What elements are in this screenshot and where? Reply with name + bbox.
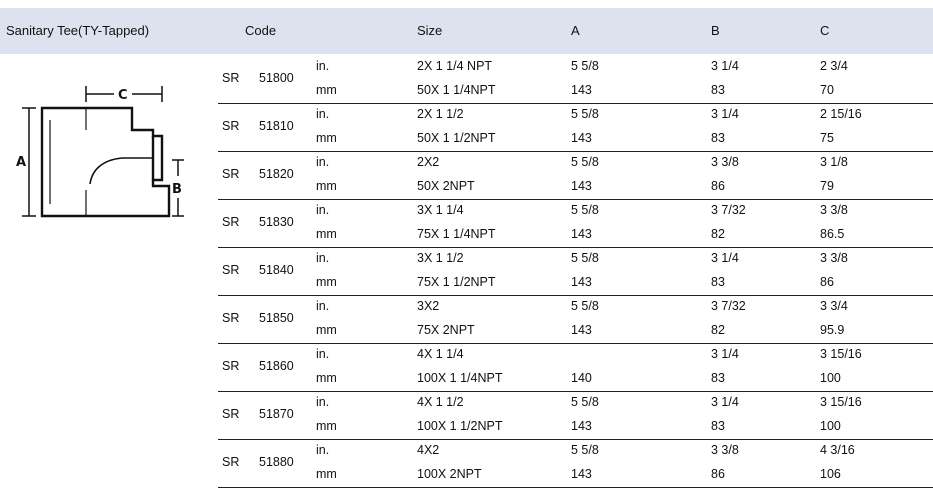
unit-label: mm [316,227,337,241]
dimension-c-cell: 3 3/4 [820,299,848,313]
code-number: 51860 [259,359,294,373]
dimension-c-cell: 2 3/4 [820,59,848,73]
dimension-a-cell: 5 5/8 [571,203,599,217]
dimension-a-cell: 143 [571,227,592,241]
dimension-a-cell: 143 [571,275,592,289]
dimension-a-cell: 5 5/8 [571,155,599,169]
size-column-header: Size [417,23,443,38]
dimension-a-cell: 143 [571,83,592,97]
code-number: 51800 [259,71,294,85]
size-cell: 75X 1 1/2NPT [417,275,496,289]
code-number: 51830 [259,215,294,229]
size-cell: 3X 1 1/4 [417,203,464,217]
row-divider [218,103,933,104]
code-number: 51870 [259,407,294,421]
dimension-c-cell: 106 [820,467,841,481]
dimension-b-cell: 82 [711,323,725,337]
c-column-header: C [820,23,830,38]
row-divider [218,199,933,200]
dimension-b-cell: 83 [711,131,725,145]
size-cell: 75X 2NPT [417,323,475,337]
row-divider [218,295,933,296]
dimension-b-cell: 82 [711,227,725,241]
size-cell: 2X2 [417,155,440,169]
dimension-b-cell: 3 3/8 [711,443,739,457]
dimension-c-cell: 3 3/8 [820,203,848,217]
size-cell: 100X 2NPT [417,467,482,481]
dimension-a-cell: 143 [571,179,592,193]
unit-label: mm [316,371,337,385]
sanitary-tee-diagram [12,80,192,226]
unit-label: in. [316,395,330,409]
dimension-b-cell: 3 3/8 [711,155,739,169]
dimension-c-cell: 100 [820,419,841,433]
row-divider [218,487,933,488]
code-prefix: SR [222,71,240,85]
dimension-c-label: C [118,88,128,103]
unit-label: mm [316,131,337,145]
dimension-c-cell: 2 15/16 [820,107,862,121]
code-prefix: SR [222,167,240,181]
size-cell: 4X 1 1/2 [417,395,464,409]
dimension-c-cell: 75 [820,131,834,145]
unit-label: mm [316,467,337,481]
dimension-b-cell: 83 [711,419,725,433]
size-cell: 50X 1 1/4NPT [417,83,496,97]
code-number: 51810 [259,119,294,133]
dimension-a-cell: 5 5/8 [571,299,599,313]
dimension-b-cell: 86 [711,467,725,481]
dimension-b-cell: 83 [711,83,725,97]
code-number: 51820 [259,167,294,181]
b-column-header: B [711,23,720,38]
dimension-a-cell: 140 [571,371,592,385]
code-number: 51880 [259,455,294,469]
dimension-c-cell: 79 [820,179,834,193]
dimension-b-cell: 3 7/32 [711,299,746,313]
size-cell: 3X2 [417,299,440,313]
unit-label: in. [316,347,330,361]
unit-label: mm [316,179,337,193]
unit-label: mm [316,275,337,289]
unit-label: mm [316,83,337,97]
dimension-a-cell: 143 [571,467,592,481]
dimension-c-cell: 86.5 [820,227,845,241]
code-prefix: SR [222,359,240,373]
dimension-a-cell: 5 5/8 [571,443,599,457]
dimension-c-cell: 3 15/16 [820,347,862,361]
unit-label: in. [316,203,330,217]
dimension-a-cell: 5 5/8 [571,251,599,265]
code-prefix: SR [222,263,240,277]
dimension-a-cell: 143 [571,419,592,433]
code-prefix: SR [222,407,240,421]
dimension-a-cell: 5 5/8 [571,59,599,73]
dimension-c-cell: 86 [820,275,834,289]
size-cell: 3X 1 1/2 [417,251,464,265]
dimension-b-cell: 3 1/4 [711,395,739,409]
size-cell: 4X2 [417,443,440,457]
code-prefix: SR [222,119,240,133]
code-prefix: SR [222,455,240,469]
dimension-a-cell: 143 [571,323,592,337]
dimension-a-label: A [16,155,27,170]
size-cell: 4X 1 1/4 [417,347,464,361]
code-number: 51840 [259,263,294,277]
dimension-b-cell: 83 [711,275,725,289]
unit-label: in. [316,107,330,121]
unit-label: mm [316,323,337,337]
dimension-a-cell: 5 5/8 [571,107,599,121]
dimension-c-cell: 100 [820,371,841,385]
a-column-header: A [571,23,580,38]
size-cell: 2X 1 1/4 NPT [417,59,493,73]
dimension-c-cell: 95.9 [820,323,845,337]
size-cell: 100X 1 1/4NPT [417,371,503,385]
dimension-c-cell: 3 3/8 [820,251,848,265]
unit-label: in. [316,155,330,169]
dimension-b-label: B [172,182,182,197]
code-prefix: SR [222,215,240,229]
row-divider [218,343,933,344]
code-prefix: SR [222,311,240,325]
code-column-header: Code [245,23,277,38]
size-cell: 50X 2NPT [417,179,475,193]
size-cell: 75X 1 1/4NPT [417,227,496,241]
dimension-b-cell: 3 1/4 [711,59,739,73]
product-name-header: Sanitary Tee(TY-Tapped) [6,23,150,38]
size-cell: 100X 1 1/2NPT [417,419,503,433]
unit-label: in. [316,299,330,313]
dimension-c-cell: 3 1/8 [820,155,848,169]
dimension-c-cell: 3 15/16 [820,395,862,409]
size-cell: 50X 1 1/2NPT [417,131,496,145]
dimension-b-cell: 3 1/4 [711,251,739,265]
row-divider [218,391,933,392]
unit-label: mm [316,419,337,433]
unit-label: in. [316,251,330,265]
dimension-c-cell: 70 [820,83,834,97]
dimension-b-cell: 83 [711,371,725,385]
dimension-a-cell: 5 5/8 [571,395,599,409]
row-divider [218,151,933,152]
dimension-b-cell: 3 1/4 [711,347,739,361]
unit-label: in. [316,443,330,457]
dimension-a-cell: 143 [571,131,592,145]
unit-label: in. [316,59,330,73]
dimension-b-cell: 86 [711,179,725,193]
dimension-b-cell: 3 1/4 [711,107,739,121]
code-number: 51850 [259,311,294,325]
dimension-c-cell: 4 3/16 [820,443,855,457]
size-cell: 2X 1 1/2 [417,107,464,121]
row-divider [218,439,933,440]
row-divider [218,247,933,248]
dimension-b-cell: 3 7/32 [711,203,746,217]
